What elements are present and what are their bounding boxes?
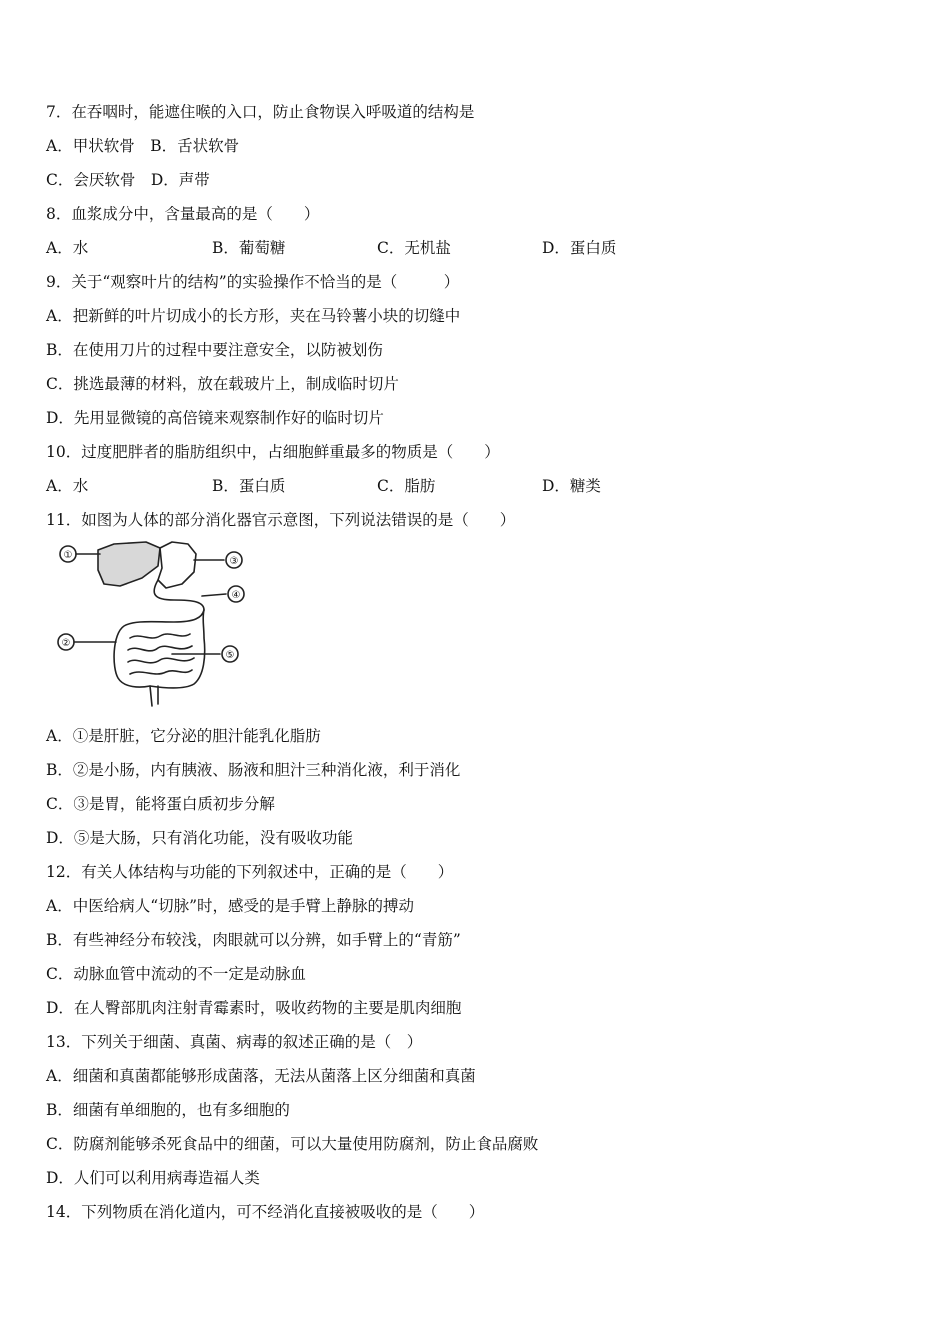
- q13-option-b: B．细菌有单细胞的，也有多细胞的: [46, 1101, 290, 1119]
- q10-stem: 10．过度肥胖者的脂肪组织中，占细胞鲜重最多的物质是（ ）: [46, 443, 500, 461]
- figure-label-4: ④: [231, 590, 241, 601]
- q7-options-row2: C．会厌软骨 D．声带: [46, 171, 210, 189]
- liver-shape: [98, 542, 160, 586]
- q7-stem: 7．在吞咽时，能遮住喉的入口，防止食物误入呼吸道的结构是: [46, 103, 475, 121]
- q10-option-d: D．糖类: [542, 477, 601, 495]
- q8-option-b: B．葡萄糖: [212, 239, 286, 257]
- figure-label-5: ⑤: [225, 650, 235, 661]
- q8-option-c: C．无机盐: [377, 239, 451, 257]
- q13-option-d: D．人们可以利用病毒造福人类: [46, 1169, 260, 1187]
- q8-option-d: D．蛋白质: [542, 239, 617, 257]
- q11-option-d: D．⑤是大肠，只有消化功能，没有吸收功能: [46, 829, 353, 847]
- q13-option-a: A．细菌和真菌都能够形成菌落，无法从菌落上区分细菌和真菌: [46, 1067, 476, 1085]
- q11-stem: 11．如图为人体的部分消化器官示意图，下列说法错误的是（ ）: [46, 511, 516, 529]
- q13-stem: 13．下列关于细菌、真菌、病毒的叙述正确的是（ ）: [46, 1033, 423, 1051]
- q11-option-b: B．②是小肠，内有胰液、肠液和胆汁三种消化液，利于消化: [46, 761, 461, 779]
- q14-stem: 14．下列物质在消化道内，可不经消化直接被吸收的是（ ）: [46, 1203, 485, 1221]
- large-intestine-shape: [114, 610, 205, 688]
- q9-option-a: A．把新鲜的叶片切成小的长方形，夹在马铃薯小块的切缝中: [46, 307, 461, 325]
- q12-option-a: A．中医给病人“切脉”时，感受的是手臂上静脉的搏动: [46, 897, 415, 915]
- q11-option-c: C．③是胃，能将蛋白质初步分解: [46, 795, 275, 813]
- q8-stem: 8．血浆成分中，含量最高的是（ ）: [46, 205, 320, 223]
- stomach-shape: [158, 542, 196, 588]
- figure-label-2: ②: [61, 638, 71, 649]
- q7-options-row1: A．甲状软骨 B．舌状软骨: [46, 137, 240, 155]
- q12-stem: 12．有关人体结构与功能的下列叙述中，正确的是（ ）: [46, 863, 454, 881]
- figure-label-1: ①: [63, 550, 73, 561]
- q11-option-a: A．①是肝脏，它分泌的胆汁能乳化脂肪: [46, 727, 321, 745]
- q12-option-b: B．有些神经分布较浅，肉眼就可以分辨，如手臂上的“青筋”: [46, 931, 461, 949]
- q9-option-c: C．挑选最薄的材料，放在载玻片上，制成临时切片: [46, 375, 399, 393]
- q9-stem: 9．关于“观察叶片的结构”的实验操作不恰当的是（ ）: [46, 273, 460, 291]
- figure-label-3: ③: [229, 556, 239, 567]
- q9-option-d: D．先用显微镜的高倍镜来观察制作好的临时切片: [46, 409, 384, 427]
- q8-options: [46, 238, 616, 258]
- q10-options: [46, 476, 601, 496]
- q12-option-c: C．动脉血管中流动的不一定是动脉血: [46, 965, 306, 983]
- q9-option-b: B．在使用刀片的过程中要注意安全，以防被划伤: [46, 341, 383, 359]
- leader-line-4: [202, 594, 226, 596]
- q13-option-c: C．防腐剂能够杀死食品中的细菌，可以大量使用防腐剂，防止食品腐败: [46, 1135, 539, 1153]
- rectum-shape: [150, 686, 158, 706]
- digestive-system-figure: [54, 538, 250, 710]
- q10-option-b: B．蛋白质: [212, 477, 286, 495]
- q10-option-c: C．脂肪: [377, 477, 436, 495]
- q8-option-a: A．水: [46, 239, 89, 257]
- q12-option-d: D．在人臀部肌肉注射青霉素时，吸收药物的主要是肌肉细胞: [46, 999, 462, 1017]
- q10-option-a: A．水: [46, 477, 89, 495]
